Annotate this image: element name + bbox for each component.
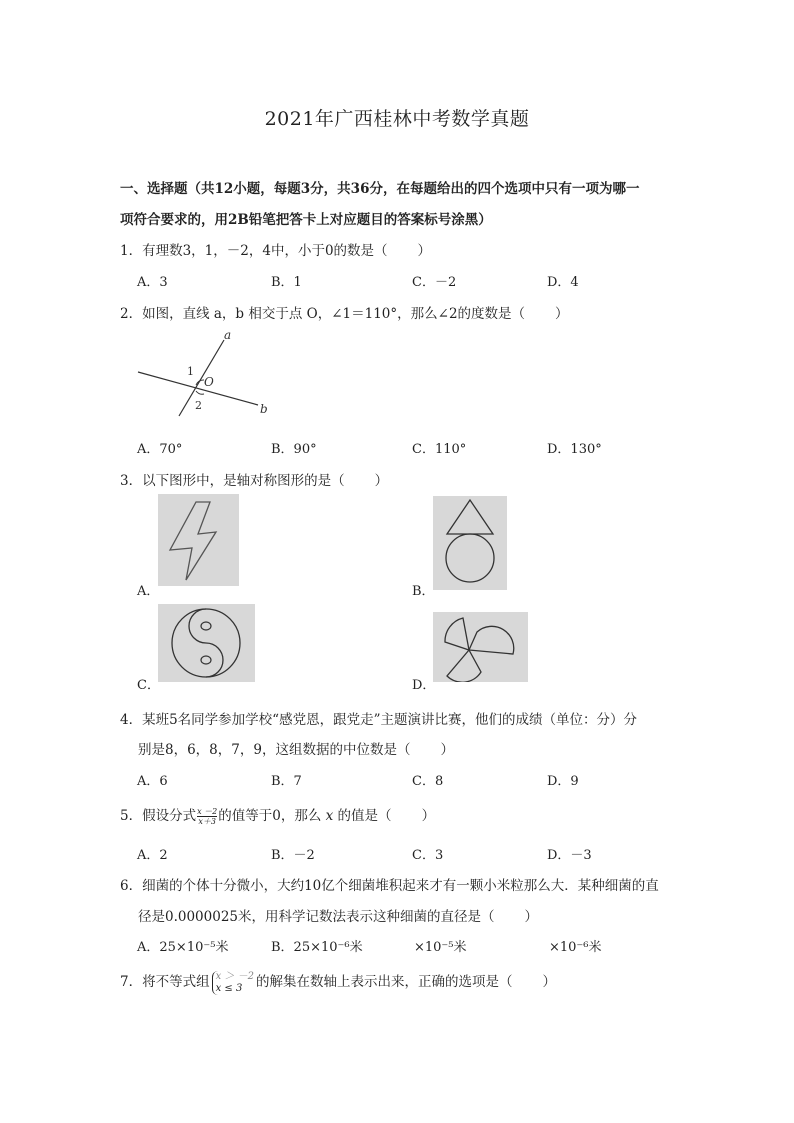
lightning-bolt-figure <box>158 494 239 586</box>
q2-option-c: C．110° <box>412 442 467 457</box>
question-7-post: 的解集在数轴上表示出来，正确的选项是（ <box>255 974 513 990</box>
page-title: 2021年广西桂林中考数学真题 <box>264 108 530 130</box>
label-b: b <box>260 402 268 416</box>
question-3 <box>120 469 388 489</box>
question-5-close: ） <box>421 808 436 824</box>
question-5-pre: 5．假设分式 <box>120 808 197 824</box>
question-6-line1: 6．细菌的个体十分微小，大约10亿个细菌堆积起来才有一颗小米粒那么大．某种细菌的直 <box>120 878 659 894</box>
inequality-row-2: x ≤ 3 <box>215 982 243 994</box>
question-5-post: 的值是（ <box>333 808 392 824</box>
section-header-line2: 项符合要求的，用2B铅笔把答卡上对应题目的答案标号涂黑） <box>120 212 492 228</box>
question-7-pre: 7．将不等式组 <box>120 974 210 990</box>
question-7 <box>120 970 556 995</box>
q5-option-c: C．3 <box>412 848 444 863</box>
q4-option-a: A．6 <box>137 774 168 789</box>
question-3-close: ） <box>374 473 389 489</box>
q5-option-a: A．2 <box>137 848 168 863</box>
q3-label-d: D． <box>412 678 436 693</box>
q4-option-d: D．9 <box>547 774 579 789</box>
question-2-close: ） <box>555 306 569 322</box>
inequality-row-1: x ＞ －2 <box>215 970 254 982</box>
q1-option-d: D．4 <box>547 275 579 290</box>
q5-option-b: B．－2 <box>271 848 315 863</box>
q3-label-b: B． <box>412 584 435 599</box>
q5-option-d: D．－3 <box>547 848 592 863</box>
q6-option-b: B．25×10⁻⁶米 <box>271 940 363 955</box>
q6-option-d: ×10⁻⁶米 <box>549 940 602 955</box>
question-2-stem: 2．如图，直线 a，b 相交于点 O，∠1＝110°，那么∠2的度数是（ <box>120 306 526 322</box>
question-4-line2 <box>138 738 454 758</box>
q1-option-a: A．3 <box>137 275 168 290</box>
label-angle-1: 1 <box>187 365 194 378</box>
inequality-system <box>212 971 254 995</box>
q1-option-c: C．－2 <box>412 275 457 290</box>
triangle-circle-figure <box>433 496 507 590</box>
q6-option-a: A．25×10⁻⁵米 <box>137 940 229 955</box>
question-1 <box>120 239 431 259</box>
question-6-close: ） <box>524 909 539 925</box>
q2-option-b: B．90° <box>271 442 317 457</box>
label-angle-2: 2 <box>195 399 202 412</box>
question-6-line2 <box>138 905 538 925</box>
label-o: O <box>204 375 214 389</box>
fraction-numerator: x －2 <box>197 807 218 816</box>
fraction <box>197 807 217 826</box>
intersecting-lines-figure <box>134 328 274 418</box>
question-1-close: ） <box>417 243 432 259</box>
question-6-stem: 径是0.0000025米，用科学记数法表示这种细菌的直径是（ <box>138 909 495 925</box>
fraction-denominator: x＋3 <box>198 817 216 826</box>
q2-option-d: D．130° <box>547 442 602 457</box>
yin-yang-figure <box>158 604 255 682</box>
q3-label-a: A． <box>137 584 160 599</box>
label-a: a <box>224 328 232 342</box>
section-header-line1: 一、选择题（共12小题，每题3分，共36分，在每题给出的四个选项中只有一项为哪一 <box>120 181 640 197</box>
question-5-mid: 的值等于0，那么 <box>218 808 326 824</box>
q3-label-c: C． <box>137 678 160 693</box>
variable-x: x <box>325 808 334 824</box>
pinwheel-figure <box>433 612 528 682</box>
question-4-stem: 别是8，6，8，7，9，这组数据的中位数是（ <box>138 742 411 758</box>
question-7-close: ） <box>542 974 556 990</box>
q2-option-a: A．70° <box>137 442 183 457</box>
q4-option-c: C．8 <box>412 774 444 789</box>
q6-option-c: ×10⁻⁵米 <box>414 940 467 955</box>
q4-option-b: B．7 <box>271 774 302 789</box>
question-4-close: ） <box>440 742 454 758</box>
question-4-line1: 4．某班5名同学参加学校“感党恩，跟党走”主题演讲比赛，他们的成绩（单位：分）分 <box>120 712 637 728</box>
question-5 <box>120 804 435 826</box>
question-2 <box>120 302 569 322</box>
question-1-stem: 1．有理数3，1，－2，4中，小于0的数是（ <box>120 243 388 259</box>
question-3-stem: 3．以下图形中，是轴对称图形的是（ <box>120 473 345 489</box>
q1-option-b: B．1 <box>271 275 302 290</box>
